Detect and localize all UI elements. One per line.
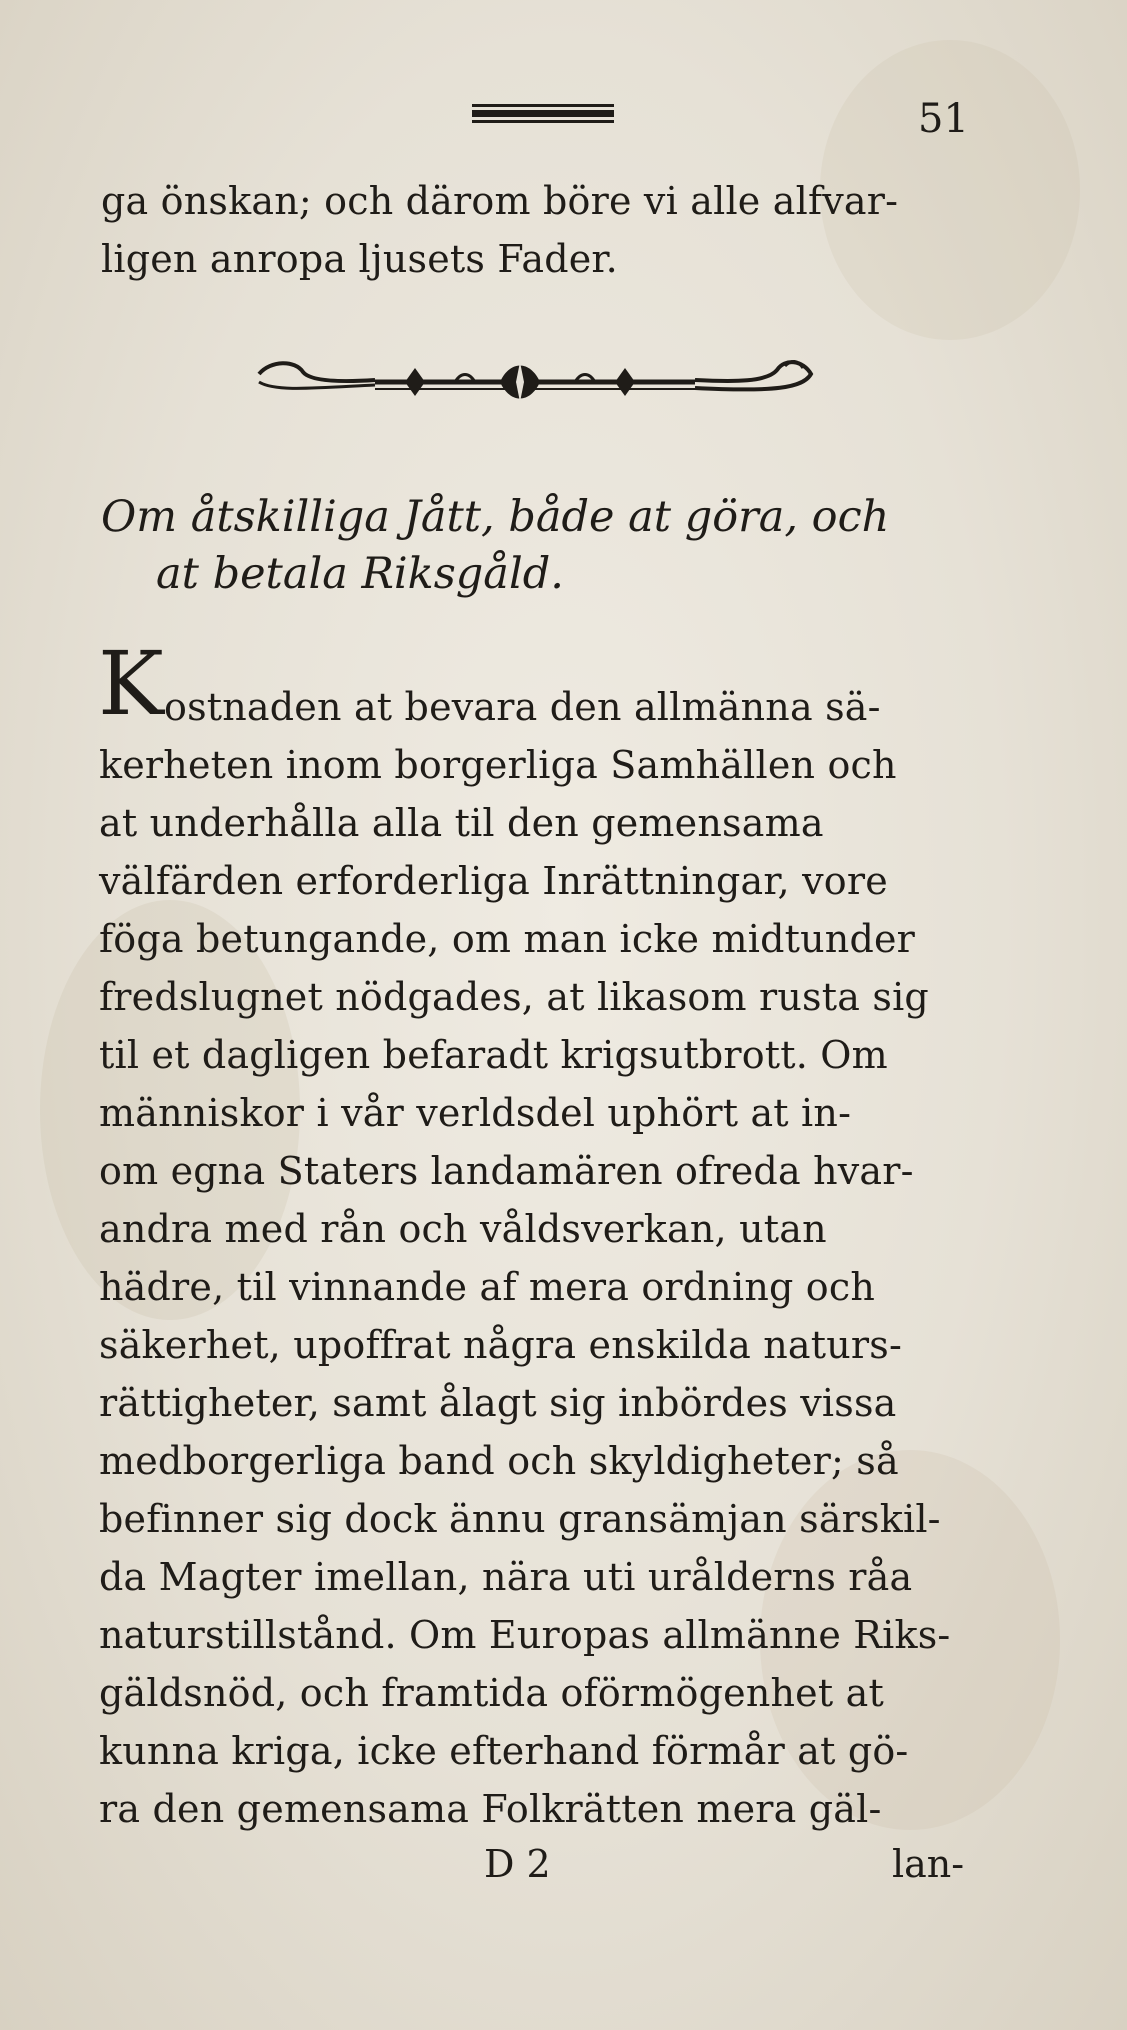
text-line: kerheten inom borgerliga Samhällen och xyxy=(99,743,897,787)
section-heading: at betala Riksgåld. xyxy=(156,549,564,599)
text-line: om egna Staters landamären ofreda hvar- xyxy=(99,1149,914,1193)
text-line: at underhålla alla til den gemensama xyxy=(99,801,824,845)
text-line: kunna kriga, icke efterhand förmår at gö- xyxy=(99,1729,909,1773)
catchword: lan- xyxy=(892,1842,965,1886)
text-line: befinner sig dock ännu gransämjan särskil- xyxy=(99,1497,941,1541)
text-line: ligen anropa ljusets Fader. xyxy=(101,237,618,281)
text-line: andra med rån och våldsverkan, utan xyxy=(99,1207,827,1251)
text-line: gäldsnöd, och framtida oförmögenhet at xyxy=(99,1671,884,1715)
text-line: da Magter imellan, nära uti urålderns råa xyxy=(99,1555,913,1599)
text-line: rättigheter, samt ålagt sig inbördes vissa xyxy=(99,1381,897,1425)
text-line: til et dagligen befaradt krigsutbrott. Om xyxy=(99,1033,888,1077)
text-line: ostnaden at bevara den allmänna sä- xyxy=(164,685,881,729)
signature-mark: D 2 xyxy=(484,1842,551,1886)
text-line: hädre, til vinnande af mera ordning och xyxy=(99,1265,876,1309)
text-line: medborgerliga band och skyldigheter; så xyxy=(99,1439,899,1483)
ornament-divider xyxy=(255,352,815,408)
page-number: 51 xyxy=(918,96,969,142)
text-line: fredslugnet nödgades, at likasom rusta sig xyxy=(99,975,929,1019)
text-line: välfärden erforderliga Inrättningar, vore xyxy=(99,859,888,903)
text-line: människor i vår verldsdel uphört at in- xyxy=(99,1091,852,1135)
drop-cap: K xyxy=(98,632,164,735)
text-line: ga önskan; och därom böre vi alle alfvar- xyxy=(101,179,899,223)
section-heading: Om åtskilliga Jått, både at göra, och xyxy=(101,492,890,542)
text-line: föga betungande, om man icke midtunder xyxy=(99,917,916,961)
text-line: säkerhet, upoffrat några enskilda naturs- xyxy=(99,1323,902,1367)
text-line: naturstillstånd. Om Europas allmänne Riks- xyxy=(99,1613,951,1657)
header-rule xyxy=(472,104,614,126)
text-line: ra den gemensama Folkrätten mera gäl- xyxy=(99,1787,882,1831)
